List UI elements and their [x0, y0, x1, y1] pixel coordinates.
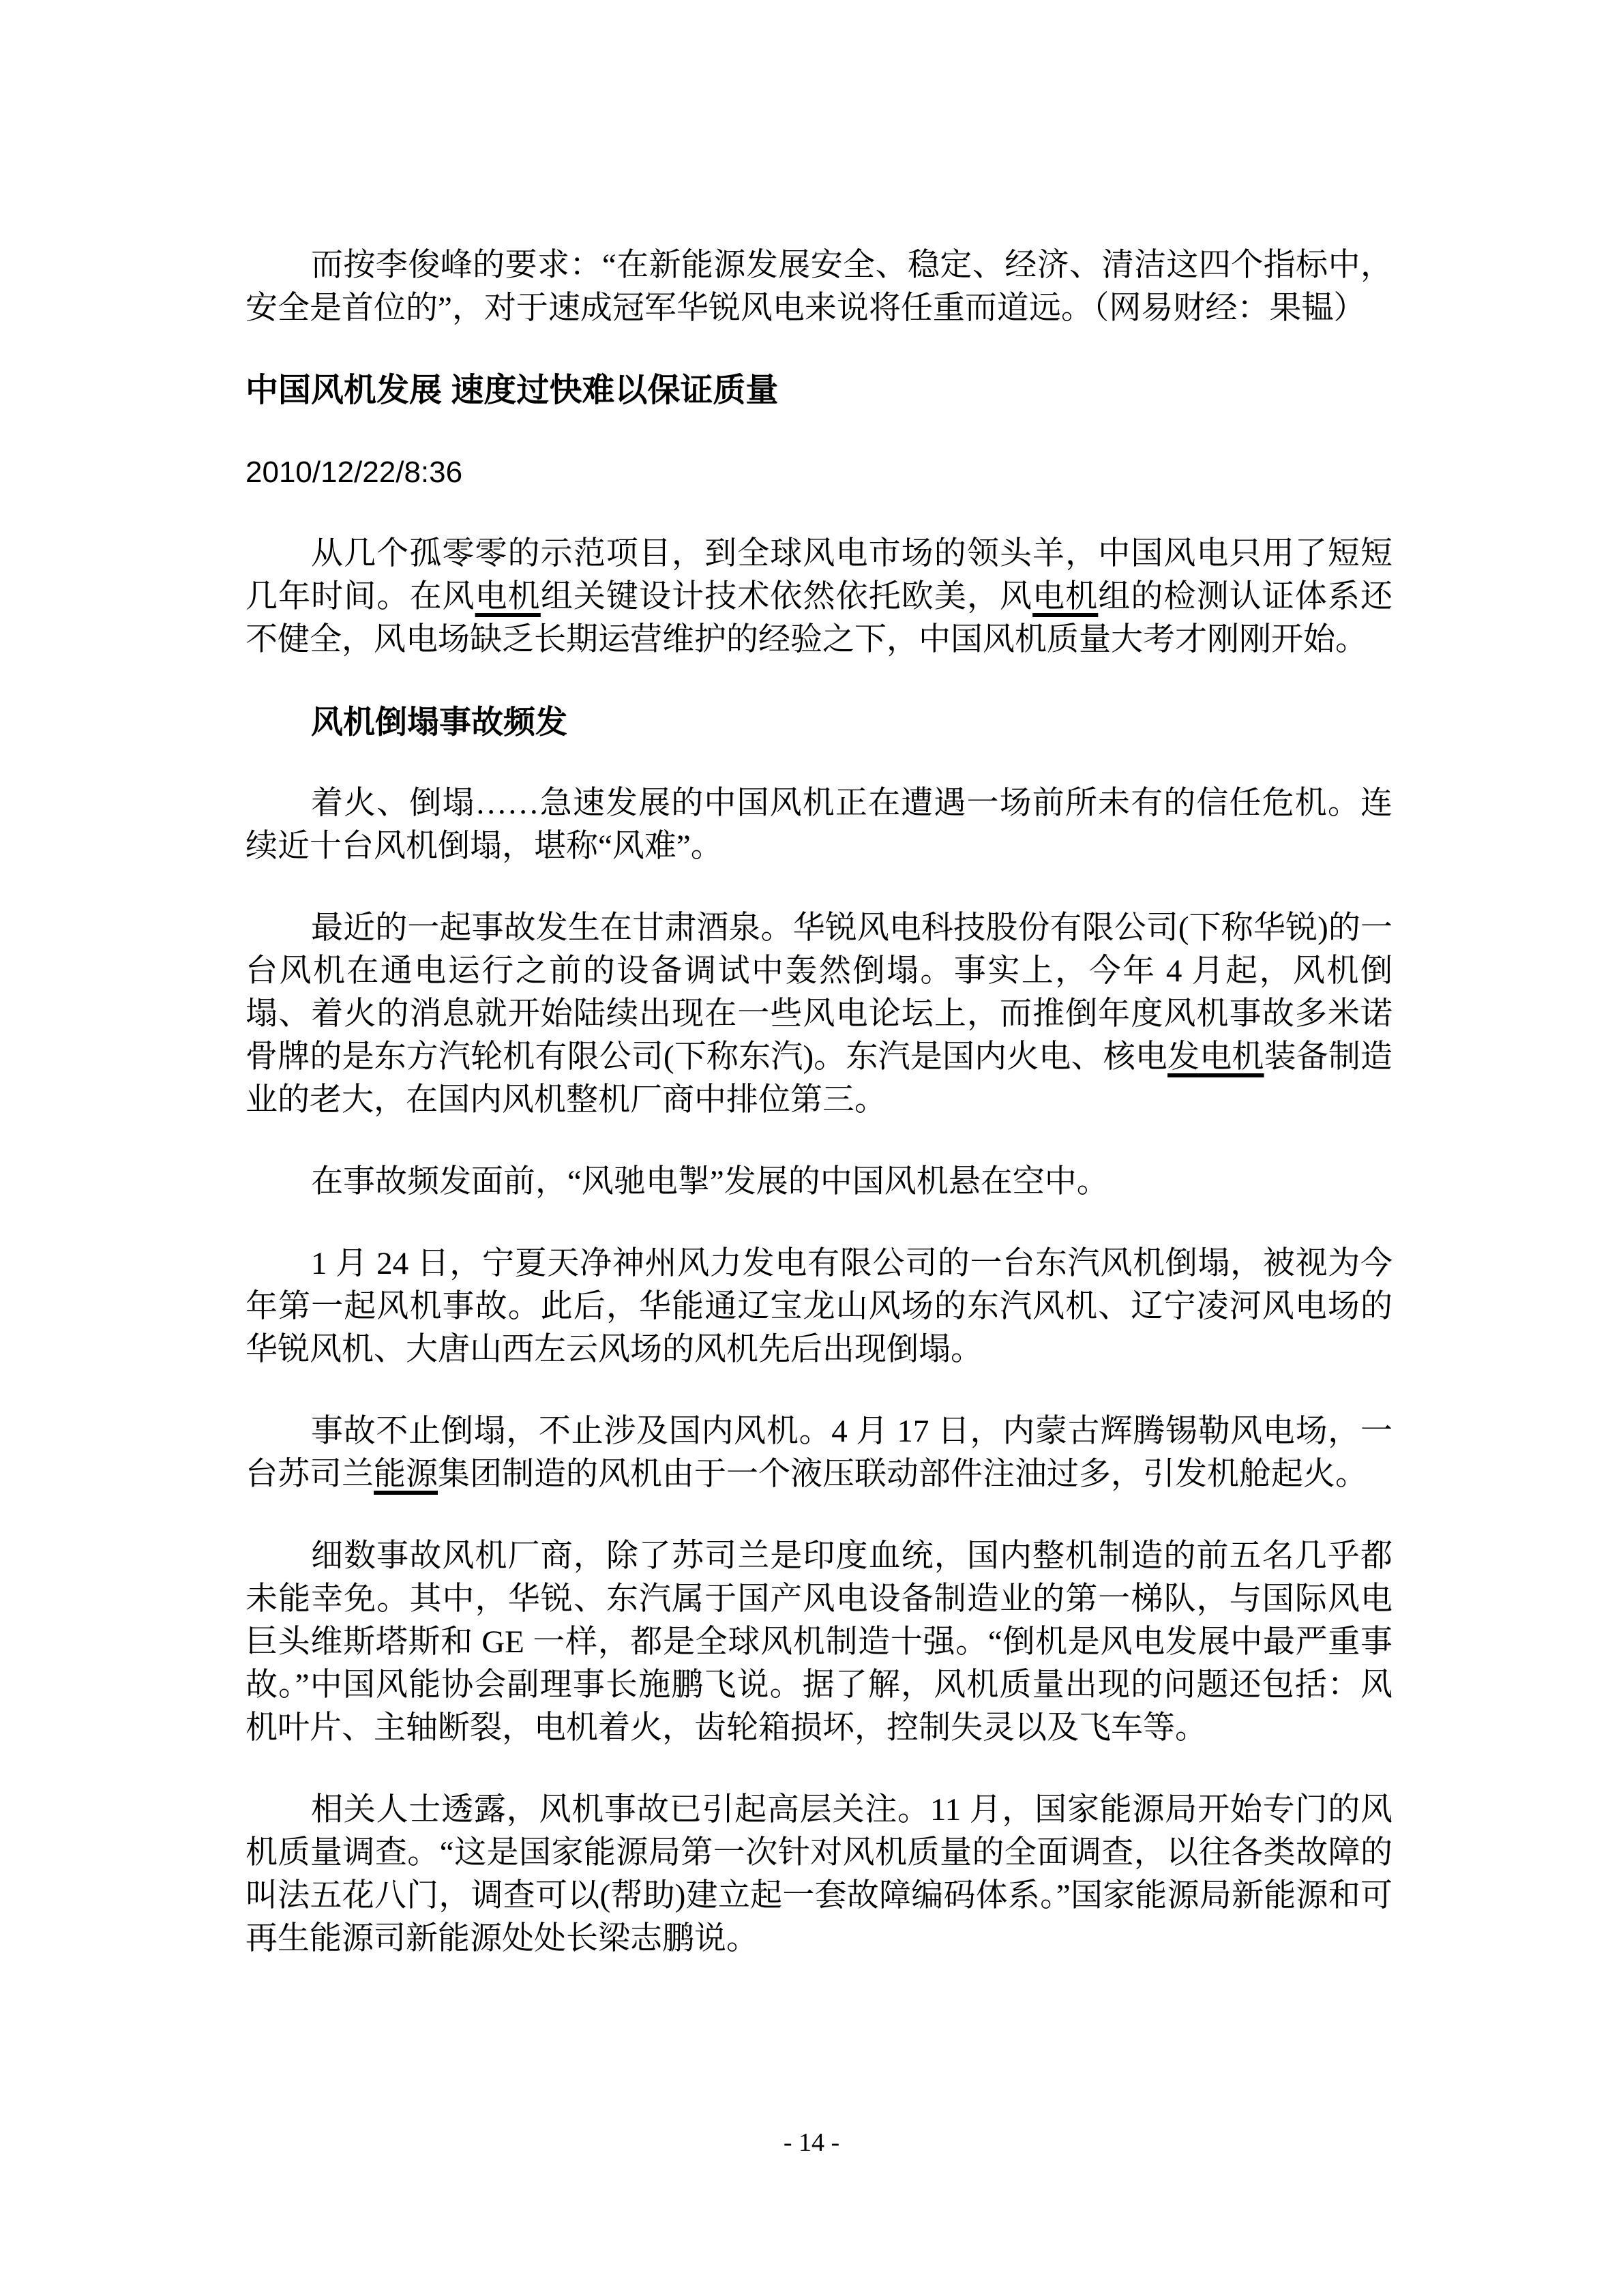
paragraph-fire-collapse	[245, 782, 1393, 868]
underlined-text: 能源	[374, 1457, 438, 1492]
paragraph-text: 着火、倒塌……急速发展的中国风机正在遭遇一场前所未有的信任危机。连续近十台风机倒塌，堪称“风难”。	[245, 786, 1393, 864]
paragraph-jan24-accidents	[245, 1242, 1393, 1371]
paragraph-text: 组的检测认证体系还不健全，风电场缺乏长期运营维护的经验之下，中国风机质量大考才刚刚开始。	[245, 579, 1393, 657]
paragraph-text: 从几个孤零零的示范项目，到全球风电市场的领头羊，中国风电只用了短短几年时间。在风	[245, 536, 1393, 614]
article-dateline: 2010/12/22/8:36	[245, 456, 463, 489]
paragraph-text: 1 月 24 日，宁夏天净神州风力发电有限公司的一台东汽风机倒塌，被视为今年第一起风机事故。此后，华能通辽宝龙山风场的东汽风机、辽宁凌河风电场的华锐风机、大唐山西左云风场的风机先后出现倒塌。	[245, 1246, 1393, 1367]
paragraph-investigation	[245, 1789, 1393, 1960]
paragraph-text: 而按李俊峰的要求：“在新能源发展安全、稳定、经济、清洁这四个指标中，安全是首位的”，对于速成冠军华锐风电来说将任重而道远。（网易财经：果韫）	[245, 248, 1393, 326]
paragraph-lead	[245, 533, 1393, 661]
paragraph-text: 装备制造业的老大，在国内风机整机厂商中排位第三。	[245, 1039, 1393, 1118]
paragraph-text: 相关人士透露，风机事故已引起高层关注。11 月，国家能源局开始专门的风机质量调查。“这是国家能源局第一次针对风机质量的全面调查，以往各类故障的叫法五花八门，调查可以(帮助)建立起一套故障编码体系。”国家能源局新能源和可再生能源司新能源处处长梁志鹏说。	[245, 1792, 1393, 1956]
page-number: - 14 -	[783, 2128, 840, 2157]
paragraph-jiuquan-accident	[245, 907, 1393, 1122]
underlined-text: 电机	[1032, 579, 1099, 614]
section-heading: 风机倒塌事故频发	[311, 704, 567, 740]
paragraph-closing-remark	[245, 244, 1393, 330]
paragraph-text: 在事故频发面前，“风驰电掣”发展的中国风机悬在空中。	[311, 1164, 1109, 1199]
article-headline: 中国风机发展 速度过快难以保证质量	[245, 372, 779, 408]
paragraph-manufacturers	[245, 1535, 1393, 1750]
paragraph-suspended	[245, 1161, 1393, 1204]
paragraph-text: 事故不止倒塌，不止涉及国内风机。4 月 17 日，内蒙古辉腾锡勒风电场，一台苏司兰	[245, 1414, 1393, 1492]
article-body	[245, 244, 1393, 1999]
paragraph-text: 组关键设计技术依然依托欧美，风	[540, 579, 1033, 614]
underlined-text: 发电机	[1167, 1039, 1264, 1075]
paragraph-text: 集团制造的风机由于一个液压联动部件注油过多，引发机舱起火。	[438, 1457, 1367, 1492]
paragraph-text: 细数事故风机厂商，除了苏司兰是印度血统，国内整机制造的前五名几乎都未能幸免。其中，华锐、东汽属于国产风电设备制造业的第一梯队，与国际风电巨头维斯塔斯和 GE 一样，都是全球风机制造十强。“倒机是风电发展中最严重事故。”中国风能协会副理事长施鹏飞说。据了解，风机质量出现的问题还包括：风机叶片、主轴断裂，电机着火，齿轮箱损坏，控制失灵以及飞车等。	[245, 1538, 1393, 1746]
paragraph-text: 最近的一起事故发生在甘肃酒泉。华锐风电科技股份有限公司(下称华锐)的一台风机在通电运行之前的设备调试中轰然倒塌。事实上，今年 4 月起，风机倒塌、着火的消息就开始陆续出现在一些风电论坛上，而推倒年度风机事故多米诺骨牌的是东方汽轮机有限公司(下称东汽)。东汽是国内火电、核电	[245, 910, 1393, 1075]
underlined-text: 电机	[475, 579, 541, 614]
paragraph-suzlon-fire	[245, 1410, 1393, 1496]
